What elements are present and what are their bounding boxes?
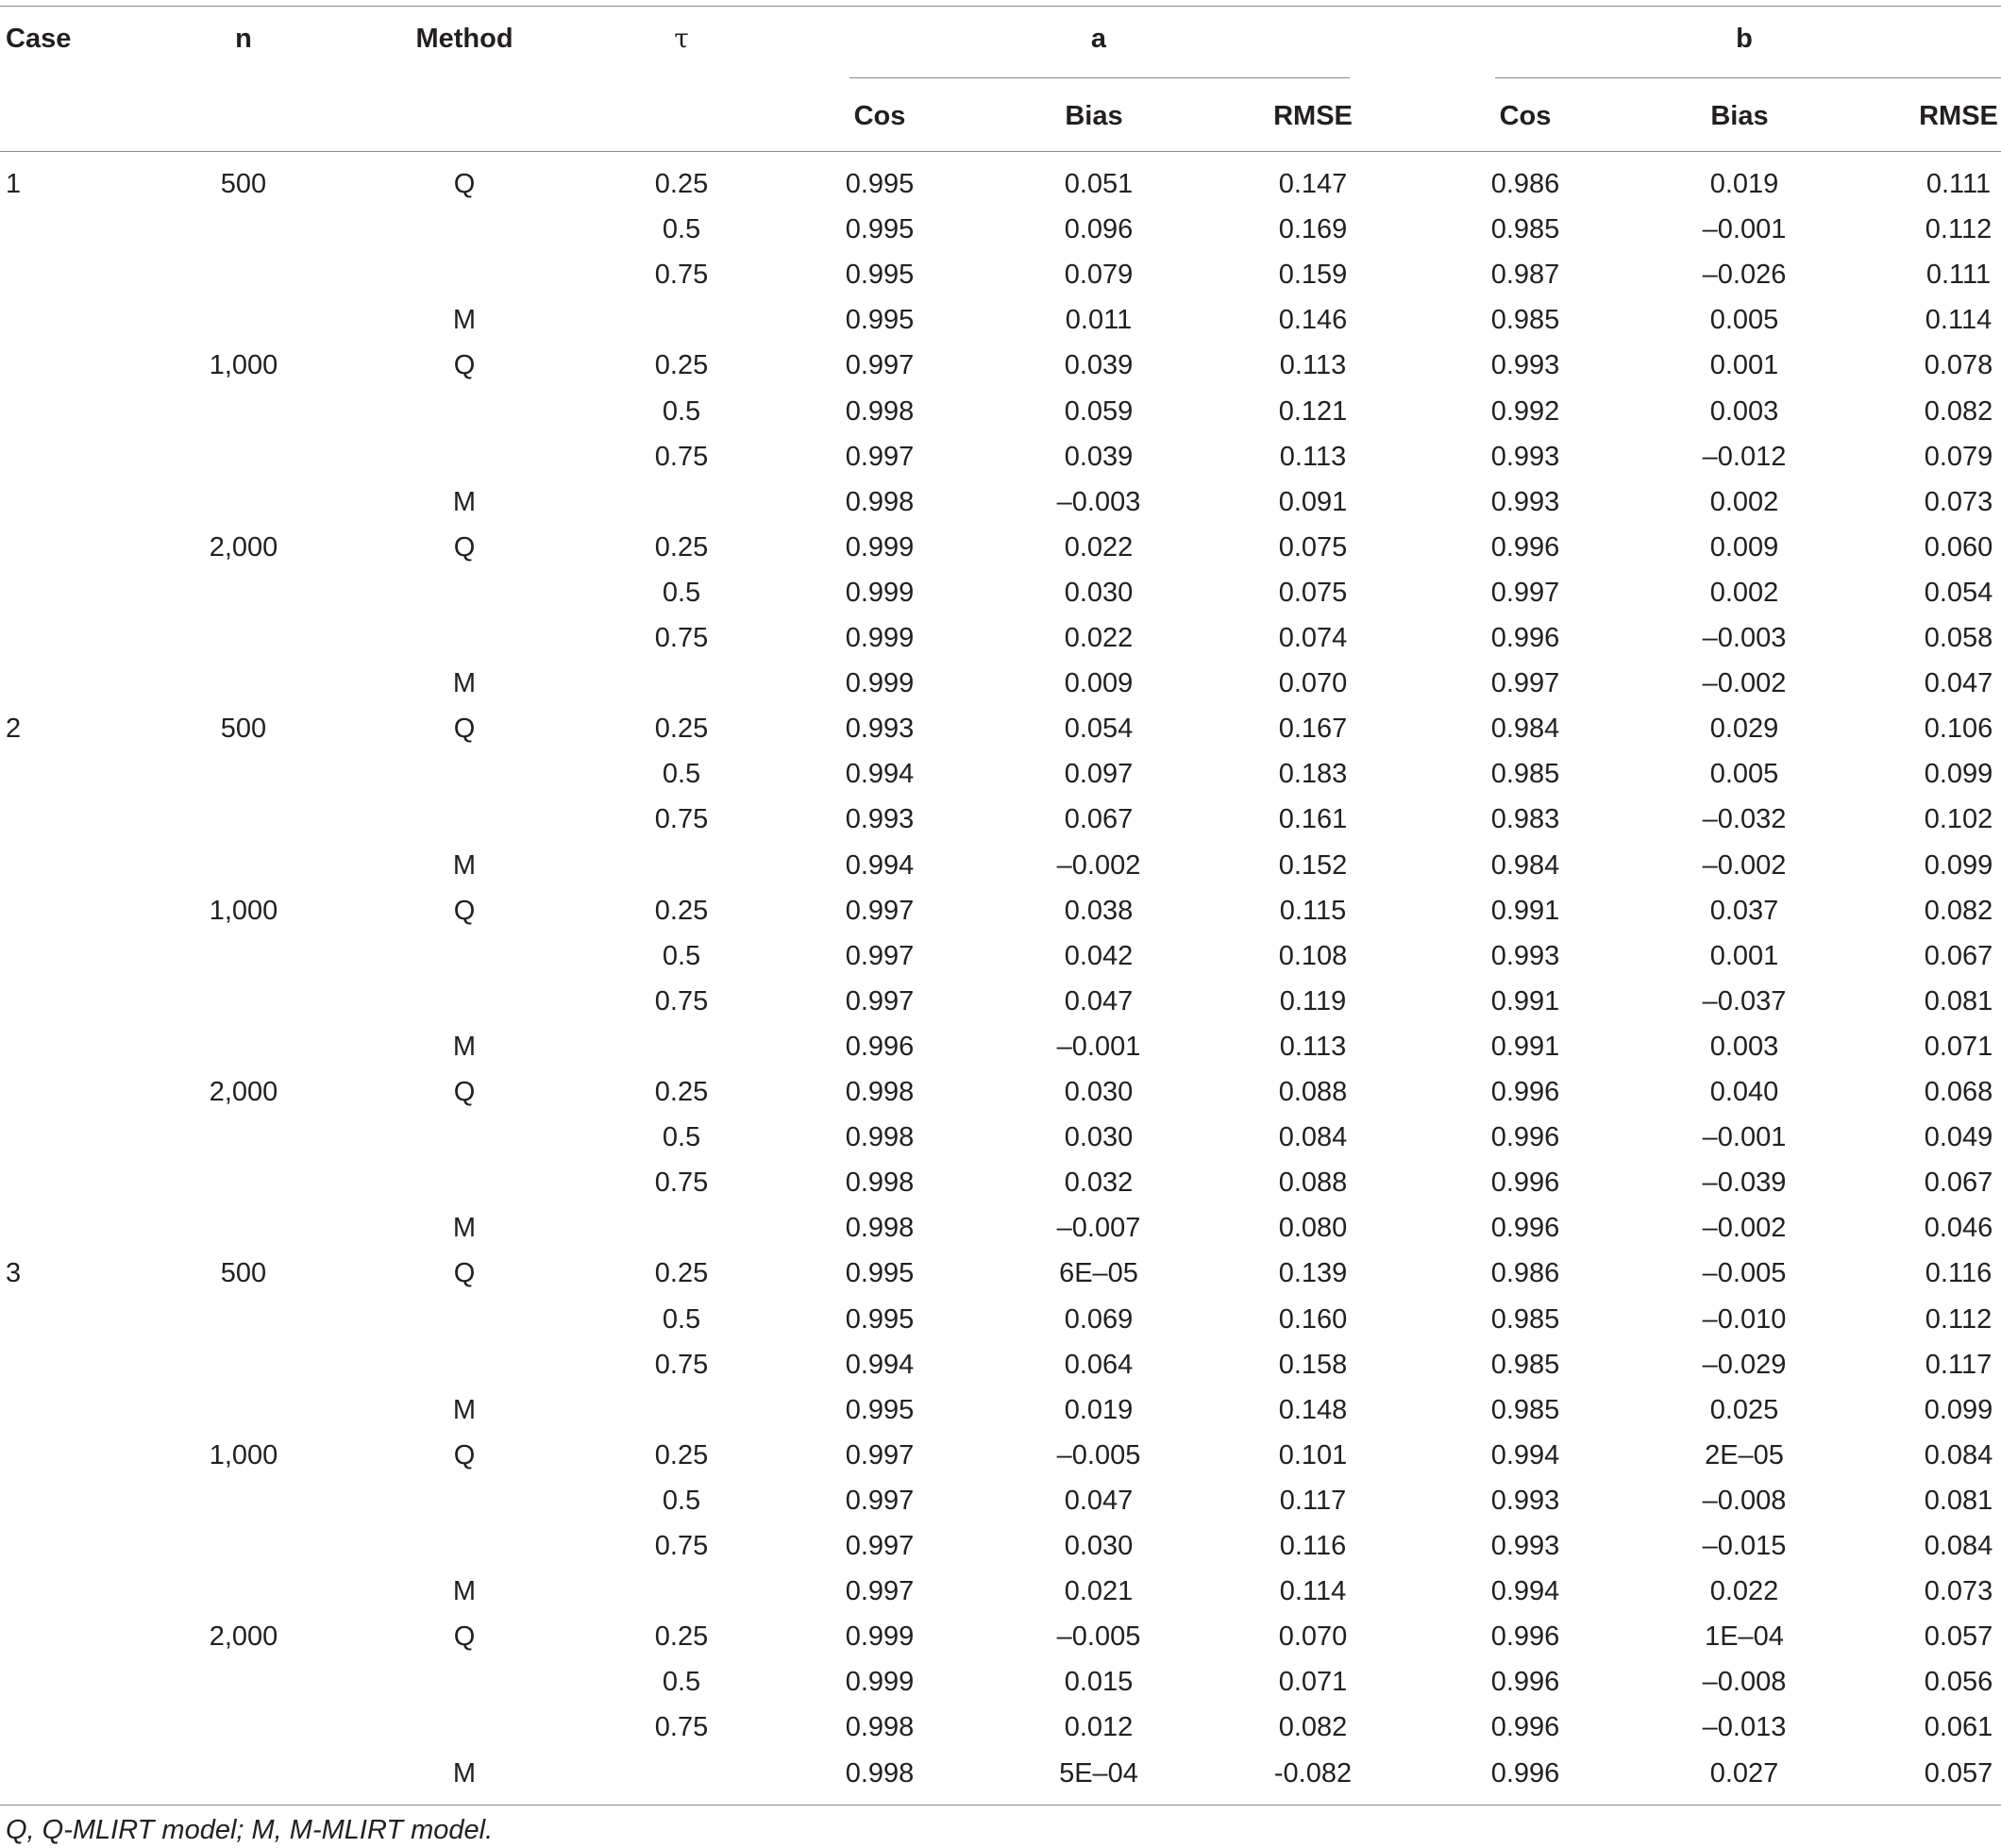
cell-method: Q (453, 532, 476, 563)
cell-b-bias: –0.032 (1702, 804, 1787, 834)
cell-n: 500 (220, 714, 267, 744)
cell-b-bias: 0.009 (1709, 532, 1779, 563)
cell-tau: 0.75 (654, 260, 709, 290)
cell-tau: 0.25 (654, 1621, 709, 1652)
cell-n: 2,000 (209, 1077, 278, 1107)
cell-method: M (452, 850, 477, 881)
cell-a-rmse: 0.075 (1278, 532, 1348, 563)
header-b-rmse: RMSE (1919, 101, 1998, 131)
cell-a-bias: 0.030 (1064, 1122, 1134, 1152)
cell-method: Q (453, 1621, 476, 1652)
cell-a-cos: 0.997 (845, 350, 915, 380)
cell-a-rmse: 0.160 (1278, 1304, 1348, 1335)
cell-tau: 0.75 (654, 442, 709, 472)
cell-b-rmse: 0.082 (1924, 396, 1993, 427)
cell-b-bias: –0.008 (1702, 1667, 1787, 1697)
cell-b-bias: 0.019 (1709, 169, 1779, 199)
cell-b-bias: 0.022 (1709, 1576, 1779, 1606)
cell-a-cos: 0.998 (845, 1213, 915, 1243)
cell-a-rmse: 0.082 (1278, 1712, 1348, 1742)
cell-a-bias: 0.047 (1064, 986, 1134, 1016)
cell-b-cos: 0.986 (1490, 1258, 1560, 1288)
cell-b-cos: 0.985 (1490, 1395, 1560, 1425)
cell-n: 500 (220, 1258, 267, 1288)
cell-b-bias: 0.001 (1709, 350, 1779, 380)
cell-method: Q (453, 350, 476, 380)
cell-a-rmse: 0.101 (1278, 1440, 1348, 1470)
cell-b-bias: 0.005 (1709, 305, 1779, 335)
cell-n: 500 (220, 169, 267, 199)
cell-b-rmse: 0.081 (1924, 986, 1993, 1016)
cell-a-bias: 0.030 (1064, 578, 1134, 608)
cell-n: 1,000 (209, 1440, 278, 1470)
cell-a-rmse: 0.113 (1279, 1032, 1347, 1062)
header-n: n (235, 24, 252, 54)
cell-a-rmse: 0.117 (1279, 1486, 1347, 1516)
cell-a-rmse: 0.113 (1279, 442, 1347, 472)
cell-b-rmse: 0.117 (1925, 1350, 1993, 1380)
cell-a-bias: 0.019 (1064, 1395, 1134, 1425)
cell-a-bias: 0.042 (1064, 941, 1134, 971)
cell-a-rmse: 0.158 (1278, 1350, 1348, 1380)
cell-tau: 0.5 (662, 941, 701, 971)
cell-case: 1 (6, 169, 22, 199)
cell-a-bias: 0.022 (1064, 532, 1134, 563)
cell-b-cos: 0.985 (1490, 1350, 1560, 1380)
cell-method: M (452, 1758, 477, 1789)
cell-a-cos: 0.995 (845, 305, 915, 335)
cell-a-bias: 0.064 (1064, 1350, 1134, 1380)
cell-b-rmse: 0.111 (1925, 260, 1992, 290)
cell-b-cos: 0.996 (1490, 1758, 1560, 1789)
cell-tau: 0.25 (654, 169, 709, 199)
cell-b-bias: 0.025 (1709, 1395, 1779, 1425)
cell-method: M (452, 1213, 477, 1243)
cell-b-bias: 0.001 (1709, 941, 1779, 971)
bottom-rule (0, 1805, 2001, 1806)
cell-a-cos: 0.997 (845, 941, 915, 971)
cell-a-cos: 0.995 (845, 260, 915, 290)
header-a-bias: Bias (1065, 101, 1123, 131)
cell-b-bias: 0.040 (1709, 1077, 1779, 1107)
cell-b-rmse: 0.079 (1924, 442, 1993, 472)
cell-tau: 0.25 (654, 896, 709, 926)
cell-b-rmse: 0.061 (1924, 1712, 1993, 1742)
cell-tau: 0.5 (662, 578, 701, 608)
cell-a-cos: 0.999 (845, 578, 915, 608)
cell-b-rmse: 0.056 (1924, 1667, 1993, 1697)
cell-method: Q (453, 896, 476, 926)
cell-tau: 0.5 (662, 396, 701, 427)
cell-tau: 0.25 (654, 350, 709, 380)
cell-b-rmse: 0.099 (1924, 850, 1993, 881)
cell-a-bias: 0.039 (1064, 350, 1134, 380)
cell-a-rmse: 0.074 (1278, 623, 1348, 653)
cell-tau: 0.5 (662, 214, 701, 244)
cell-a-cos: 0.999 (845, 532, 915, 563)
cell-a-cos: 0.997 (845, 896, 915, 926)
cell-b-cos: 0.993 (1490, 442, 1560, 472)
cell-a-cos: 0.993 (845, 714, 915, 744)
cell-a-cos: 0.998 (845, 1122, 915, 1152)
cell-b-cos: 0.985 (1490, 214, 1560, 244)
cell-b-bias: 0.027 (1709, 1758, 1779, 1789)
cell-b-bias: 0.003 (1709, 396, 1779, 427)
cell-a-bias: 0.038 (1064, 896, 1134, 926)
cell-b-cos: 0.997 (1490, 668, 1560, 698)
cell-b-rmse: 0.116 (1925, 1258, 1993, 1288)
cell-a-cos: 0.995 (845, 1258, 915, 1288)
cell-a-cos: 0.995 (845, 1304, 915, 1335)
cell-b-cos: 0.986 (1490, 169, 1560, 199)
cell-a-rmse: 0.152 (1278, 850, 1348, 881)
cell-b-rmse: 0.102 (1924, 804, 1993, 834)
cell-b-rmse: 0.054 (1924, 578, 1993, 608)
cell-method: M (452, 1395, 477, 1425)
cell-b-rmse: 0.084 (1924, 1440, 1993, 1470)
cell-a-cos: 0.997 (845, 1576, 915, 1606)
cell-a-bias: 0.069 (1064, 1304, 1134, 1335)
cell-a-cos: 0.998 (845, 1712, 915, 1742)
cell-a-rmse: 0.080 (1278, 1213, 1348, 1243)
cell-b-cos: 0.996 (1490, 623, 1560, 653)
cell-a-cos: 0.996 (845, 1032, 915, 1062)
cell-b-bias: –0.026 (1702, 260, 1787, 290)
cell-b-bias: –0.015 (1702, 1531, 1787, 1561)
cell-b-cos: 0.996 (1490, 1621, 1560, 1652)
cell-a-bias: –0.005 (1056, 1440, 1141, 1470)
header-case: Case (6, 24, 72, 54)
cell-a-rmse: 0.147 (1278, 169, 1348, 199)
cell-b-cos: 0.993 (1490, 1486, 1560, 1516)
cell-tau: 0.75 (654, 1712, 709, 1742)
cell-a-rmse: 0.113 (1279, 350, 1347, 380)
cell-tau: 0.5 (662, 1486, 701, 1516)
cell-a-rmse: 0.088 (1278, 1168, 1348, 1198)
cell-n: 2,000 (209, 532, 278, 563)
cell-b-bias: 0.005 (1709, 759, 1779, 789)
cell-a-bias: 0.096 (1064, 214, 1134, 244)
cell-b-rmse: 0.099 (1924, 759, 1993, 789)
cell-b-bias: 2E–05 (1705, 1440, 1784, 1470)
cell-b-bias: –0.001 (1702, 214, 1787, 244)
cell-a-bias: 0.021 (1064, 1576, 1134, 1606)
cell-method: Q (453, 169, 476, 199)
cell-a-bias: 0.047 (1064, 1486, 1134, 1516)
cell-a-cos: 0.999 (845, 1667, 915, 1697)
cell-b-bias: –0.005 (1702, 1258, 1787, 1288)
cell-a-cos: 0.997 (845, 986, 915, 1016)
cell-b-rmse: 0.099 (1924, 1395, 1993, 1425)
cell-a-bias: 0.039 (1064, 442, 1134, 472)
cell-a-bias: 0.022 (1064, 623, 1134, 653)
cell-a-rmse: 0.159 (1278, 260, 1348, 290)
cell-tau: 0.25 (654, 1077, 709, 1107)
cell-tau: 0.5 (662, 1122, 701, 1152)
cell-tau: 0.75 (654, 623, 709, 653)
cell-a-bias: 0.067 (1064, 804, 1134, 834)
cell-b-rmse: 0.112 (1925, 214, 1993, 244)
cell-tau: 0.5 (662, 759, 701, 789)
cell-method: M (452, 487, 477, 517)
cell-b-bias: –0.002 (1702, 850, 1787, 881)
cell-a-cos: 0.994 (845, 759, 915, 789)
cell-a-bias: –0.007 (1056, 1213, 1141, 1243)
cell-a-cos: 0.995 (845, 214, 915, 244)
cell-b-rmse: 0.114 (1925, 305, 1993, 335)
cell-a-rmse: 0.071 (1278, 1667, 1348, 1697)
cell-a-cos: 0.999 (845, 1621, 915, 1652)
cell-a-bias: 0.030 (1064, 1531, 1134, 1561)
cell-a-rmse: 0.088 (1278, 1077, 1348, 1107)
cell-n: 1,000 (209, 896, 278, 926)
header-rule (0, 151, 2001, 152)
cell-tau: 0.5 (662, 1304, 701, 1335)
cell-a-rmse: 0.091 (1278, 487, 1348, 517)
cell-a-bias: 0.015 (1064, 1667, 1134, 1697)
header-b-bias: Bias (1710, 101, 1769, 131)
cell-a-cos: 0.997 (845, 1486, 915, 1516)
cell-b-bias: 1E–04 (1705, 1621, 1784, 1652)
cell-a-cos: 0.999 (845, 623, 915, 653)
cell-a-rmse: 0.119 (1279, 986, 1347, 1016)
cell-b-cos: 0.996 (1490, 1168, 1560, 1198)
cell-a-cos: 0.997 (845, 1531, 915, 1561)
cell-a-cos: 0.998 (845, 1168, 915, 1198)
cell-b-cos: 0.991 (1490, 986, 1560, 1016)
cell-b-bias: 0.029 (1709, 714, 1779, 744)
cell-case: 2 (6, 714, 22, 744)
cell-b-rmse: 0.057 (1924, 1621, 1993, 1652)
cell-b-cos: 0.991 (1490, 1032, 1560, 1062)
cell-a-bias: 6E–05 (1059, 1258, 1138, 1288)
cell-a-bias: 0.012 (1064, 1712, 1134, 1742)
cell-b-bias: –0.039 (1702, 1168, 1787, 1198)
group-a-rule (849, 77, 1350, 78)
cell-b-bias: –0.008 (1702, 1486, 1787, 1516)
cell-b-rmse: 0.111 (1925, 169, 1992, 199)
group-b-rule (1495, 77, 2001, 78)
cell-tau: 0.75 (654, 986, 709, 1016)
cell-a-bias: 0.059 (1064, 396, 1134, 427)
cell-a-rmse: 0.121 (1278, 396, 1348, 427)
cell-b-rmse: 0.046 (1924, 1213, 1993, 1243)
header-a-cos: Cos (853, 101, 906, 131)
cell-tau: 0.75 (654, 1531, 709, 1561)
cell-a-rmse: 0.070 (1278, 668, 1348, 698)
cell-a-bias: –0.003 (1056, 487, 1141, 517)
cell-a-cos: 0.994 (845, 1350, 915, 1380)
cell-a-rmse: 0.115 (1279, 896, 1347, 926)
cell-b-rmse: 0.058 (1924, 623, 1993, 653)
cell-a-rmse: 0.146 (1278, 305, 1348, 335)
cell-b-bias: –0.012 (1702, 442, 1787, 472)
cell-b-rmse: 0.112 (1925, 1304, 1993, 1335)
cell-b-cos: 0.996 (1490, 532, 1560, 563)
cell-a-cos: 0.995 (845, 1395, 915, 1425)
cell-b-cos: 0.991 (1490, 896, 1560, 926)
cell-a-bias: –0.005 (1056, 1621, 1141, 1652)
cell-b-cos: 0.993 (1490, 941, 1560, 971)
cell-b-bias: –0.029 (1702, 1350, 1787, 1380)
cell-a-cos: 0.994 (845, 850, 915, 881)
cell-a-rmse: 0.139 (1278, 1258, 1348, 1288)
cell-method: Q (453, 1077, 476, 1107)
cell-a-bias: 0.054 (1064, 714, 1134, 744)
cell-b-cos: 0.984 (1490, 850, 1560, 881)
cell-method: Q (453, 714, 476, 744)
cell-b-rmse: 0.067 (1924, 1168, 1993, 1198)
cell-b-cos: 0.996 (1490, 1213, 1560, 1243)
cell-a-cos: 0.993 (845, 804, 915, 834)
cell-case: 3 (6, 1258, 22, 1288)
cell-a-bias: –0.002 (1056, 850, 1141, 881)
cell-a-rmse: 0.114 (1279, 1576, 1347, 1606)
cell-a-cos: 0.995 (845, 169, 915, 199)
cell-b-cos: 0.993 (1490, 350, 1560, 380)
cell-b-bias: –0.003 (1702, 623, 1787, 653)
cell-b-bias: –0.010 (1702, 1304, 1787, 1335)
cell-b-cos: 0.996 (1490, 1712, 1560, 1742)
header-a-rmse: RMSE (1273, 101, 1353, 131)
cell-a-rmse: 0.161 (1278, 804, 1348, 834)
cell-a-rmse: 0.116 (1279, 1531, 1347, 1561)
cell-b-cos: 0.985 (1490, 1304, 1560, 1335)
cell-b-cos: 0.993 (1490, 487, 1560, 517)
cell-b-cos: 0.987 (1490, 260, 1560, 290)
cell-a-bias: 0.097 (1064, 759, 1134, 789)
cell-b-rmse: 0.073 (1924, 487, 1993, 517)
cell-method: Q (453, 1440, 476, 1470)
cell-tau: 0.25 (654, 1440, 709, 1470)
header-b-cos: Cos (1499, 101, 1552, 131)
cell-b-rmse: 0.068 (1924, 1077, 1993, 1107)
cell-method: M (452, 1032, 477, 1062)
cell-b-cos: 0.996 (1490, 1667, 1560, 1697)
cell-b-bias: 0.002 (1709, 578, 1779, 608)
cell-b-cos: 0.984 (1490, 714, 1560, 744)
cell-a-rmse: 0.070 (1278, 1621, 1348, 1652)
cell-b-rmse: 0.067 (1924, 941, 1993, 971)
top-rule (0, 6, 2001, 7)
cell-method: M (452, 1576, 477, 1606)
cell-a-rmse: -0.082 (1273, 1758, 1353, 1789)
cell-a-cos: 0.998 (845, 1758, 915, 1789)
cell-tau: 0.5 (662, 1667, 701, 1697)
cell-a-bias: 0.032 (1064, 1168, 1134, 1198)
cell-b-cos: 0.994 (1490, 1440, 1560, 1470)
cell-a-rmse: 0.183 (1278, 759, 1348, 789)
cell-b-rmse: 0.071 (1924, 1032, 1993, 1062)
cell-b-bias: –0.002 (1702, 668, 1787, 698)
cell-a-rmse: 0.148 (1278, 1395, 1348, 1425)
cell-b-rmse: 0.060 (1924, 532, 1993, 563)
cell-b-cos: 0.996 (1490, 1122, 1560, 1152)
cell-b-bias: –0.013 (1702, 1712, 1787, 1742)
cell-tau: 0.25 (654, 714, 709, 744)
cell-b-bias: –0.001 (1702, 1122, 1787, 1152)
cell-b-rmse: 0.082 (1924, 896, 1993, 926)
cell-b-bias: 0.002 (1709, 487, 1779, 517)
cell-b-rmse: 0.106 (1924, 714, 1993, 744)
cell-a-rmse: 0.075 (1278, 578, 1348, 608)
cell-a-bias: 5E–04 (1059, 1758, 1138, 1789)
cell-a-bias: 0.079 (1064, 260, 1134, 290)
cell-b-bias: 0.003 (1709, 1032, 1779, 1062)
header-method: Method (415, 24, 513, 54)
cell-b-cos: 0.985 (1490, 305, 1560, 335)
cell-tau: 0.25 (654, 532, 709, 563)
cell-a-rmse: 0.084 (1278, 1122, 1348, 1152)
cell-a-rmse: 0.108 (1278, 941, 1348, 971)
cell-a-bias: 0.011 (1065, 305, 1133, 335)
cell-b-cos: 0.996 (1490, 1077, 1560, 1107)
header-tau: τ (674, 23, 689, 54)
cell-b-cos: 0.997 (1490, 578, 1560, 608)
cell-b-rmse: 0.049 (1924, 1122, 1993, 1152)
cell-b-rmse: 0.081 (1924, 1486, 1993, 1516)
cell-a-cos: 0.997 (845, 442, 915, 472)
cell-b-cos: 0.993 (1490, 1531, 1560, 1561)
cell-tau: 0.75 (654, 1350, 709, 1380)
cell-a-rmse: 0.167 (1278, 714, 1348, 744)
cell-b-cos: 0.992 (1490, 396, 1560, 427)
cell-a-bias: –0.001 (1056, 1032, 1141, 1062)
cell-n: 2,000 (209, 1621, 278, 1652)
cell-method: M (452, 305, 477, 335)
cell-n: 1,000 (209, 350, 278, 380)
cell-b-cos: 0.994 (1490, 1576, 1560, 1606)
cell-b-bias: 0.037 (1709, 896, 1779, 926)
cell-b-cos: 0.983 (1490, 804, 1560, 834)
header-group-a: a (1090, 24, 1107, 54)
header-group-b: b (1736, 24, 1753, 54)
cell-tau: 0.75 (654, 804, 709, 834)
cell-a-rmse: 0.169 (1278, 214, 1348, 244)
cell-a-cos: 0.998 (845, 396, 915, 427)
cell-b-cos: 0.985 (1490, 759, 1560, 789)
table-footnote: Q, Q-MLIRT model; M, M-MLIRT model. (6, 1815, 494, 1845)
cell-a-cos: 0.998 (845, 487, 915, 517)
cell-tau: 0.75 (654, 1168, 709, 1198)
cell-a-cos: 0.997 (845, 1440, 915, 1470)
cell-b-rmse: 0.078 (1924, 350, 1993, 380)
cell-b-rmse: 0.073 (1924, 1576, 1993, 1606)
cell-method: Q (453, 1258, 476, 1288)
cell-b-rmse: 0.057 (1924, 1758, 1993, 1789)
cell-tau: 0.25 (654, 1258, 709, 1288)
cell-a-cos: 0.999 (845, 668, 915, 698)
cell-b-bias: –0.037 (1702, 986, 1787, 1016)
cell-b-rmse: 0.047 (1924, 668, 1993, 698)
cell-a-bias: 0.051 (1064, 169, 1134, 199)
cell-a-bias: 0.009 (1064, 668, 1134, 698)
cell-b-bias: –0.002 (1702, 1213, 1787, 1243)
cell-a-bias: 0.030 (1064, 1077, 1134, 1107)
cell-method: M (452, 668, 477, 698)
cell-b-rmse: 0.084 (1924, 1531, 1993, 1561)
cell-a-cos: 0.998 (845, 1077, 915, 1107)
